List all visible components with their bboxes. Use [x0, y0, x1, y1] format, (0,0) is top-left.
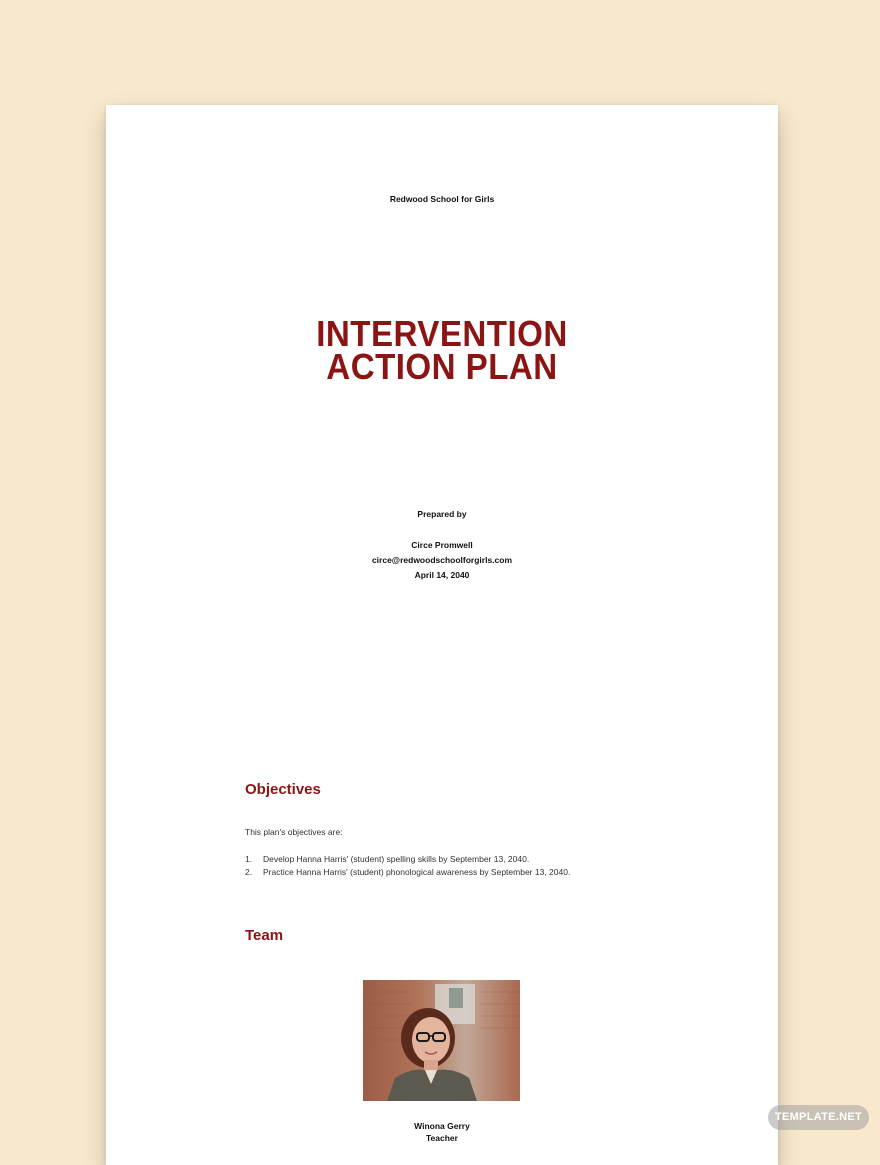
author-name: Circe Promwell — [411, 540, 473, 550]
objectives-heading: Objectives — [245, 781, 321, 798]
author-email: circe@redwoodschoolforgirls.com — [371, 555, 513, 565]
list-item — [245, 853, 570, 866]
team-member-photo — [363, 980, 520, 1101]
author-block — [106, 538, 778, 583]
objectives-intro: This plan's objectives are: — [245, 827, 343, 837]
title-line-2: ACTION PLAN — [326, 346, 558, 387]
team-member-role: Teacher — [426, 1133, 458, 1143]
school-name: Redwood School for Girls — [389, 194, 495, 204]
list-item-number: 1. — [245, 854, 253, 864]
list-item-text: Develop Hanna Harris' (student) spelling skills by September 13, 2040. — [263, 854, 530, 864]
document-page — [106, 105, 778, 1165]
list-item — [245, 866, 570, 879]
title-line-1: INTERVENTION — [316, 313, 568, 354]
team-heading: Team — [245, 927, 284, 944]
objectives-list — [245, 853, 570, 879]
document-title — [133, 313, 751, 387]
list-item-number: 2. — [245, 867, 253, 877]
team-member-name: Winona Gerry — [414, 1121, 470, 1131]
document-date: April 14, 2040 — [414, 570, 470, 580]
prepared-by-label: Prepared by — [417, 509, 467, 519]
template-net-watermark[interactable]: TEMPLATE.NET — [768, 1105, 869, 1130]
list-item-text: Practice Hanna Harris' (student) phonological awareness by September 13, 2040. — [263, 867, 571, 877]
